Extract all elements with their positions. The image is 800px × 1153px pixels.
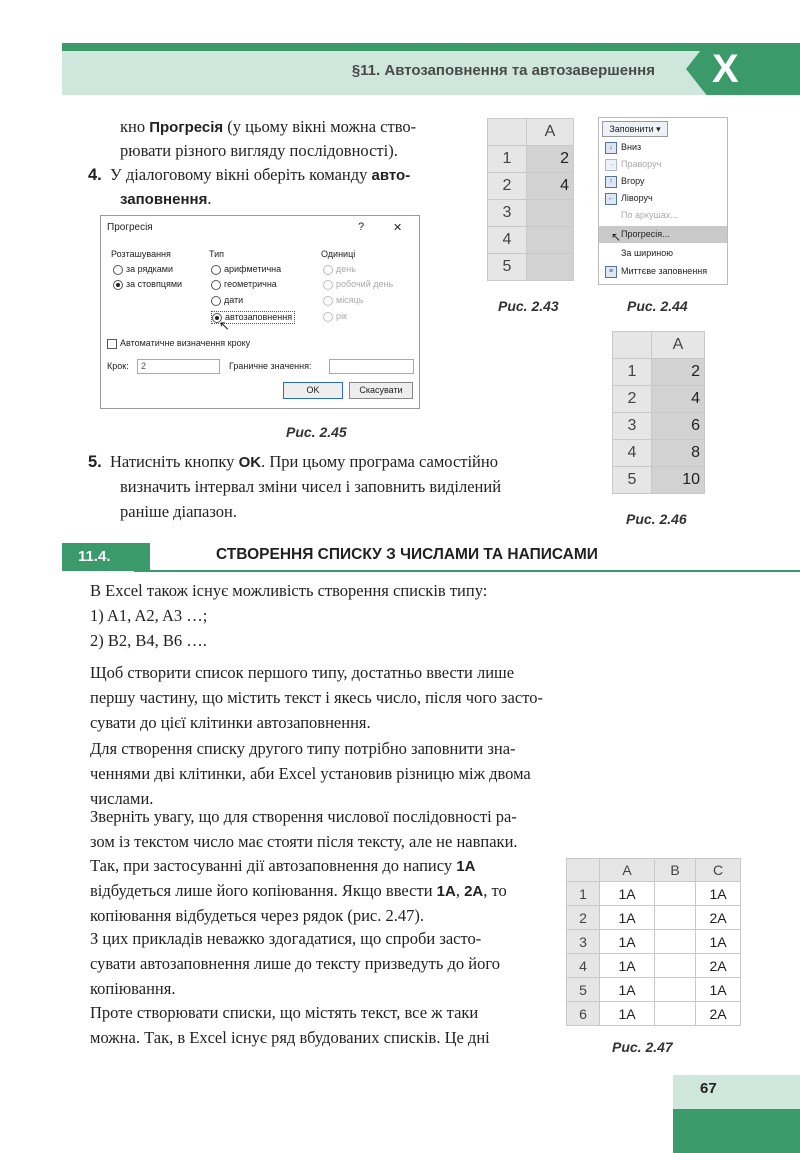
page-number: 67 bbox=[700, 1080, 717, 1097]
arrow-up-icon: ↑ bbox=[605, 176, 617, 188]
radio-by-rows[interactable]: за рядками bbox=[113, 264, 173, 275]
body-line: сувати автозаповнення лише до тексту призведуть до його bbox=[90, 954, 500, 973]
fig-2-43-sheet: A 1 2 2 4 3 4 5 bbox=[487, 118, 574, 281]
body-line: 1) A1, A2, A3 …; bbox=[90, 606, 208, 625]
group-units-label: Одиниці bbox=[321, 249, 356, 259]
header-top-stripe bbox=[62, 43, 800, 51]
fig-2-47-caption: Рис. 2.47 bbox=[612, 1039, 673, 1055]
fill-button[interactable]: Заповнити ▾ bbox=[602, 121, 668, 137]
series-dialog bbox=[100, 215, 420, 409]
step-4-cont: заповнення. bbox=[120, 189, 212, 208]
radio-by-columns[interactable]: за стовпцями bbox=[113, 279, 182, 290]
body-line: Для створення списку другого типу потрібно заповнити зна- bbox=[90, 739, 516, 758]
step-input[interactable]: 2 bbox=[137, 359, 220, 374]
radio-month[interactable]: місяць bbox=[323, 295, 363, 306]
radio-year[interactable]: рік bbox=[323, 311, 347, 322]
step-label: Крок: bbox=[107, 361, 129, 371]
header-logo-badge bbox=[686, 43, 800, 95]
footer-light-band bbox=[673, 1075, 800, 1109]
limit-input[interactable] bbox=[329, 359, 414, 374]
paragraph-top-2: рювати різного вигляду послідовності). bbox=[120, 141, 398, 160]
body-line: копіювання. bbox=[90, 979, 176, 998]
ok-button[interactable]: OK bbox=[283, 382, 343, 399]
body-line: копіювання відбудеться через рядок (рис. 2.47). bbox=[90, 906, 424, 925]
body-line: зом із текстом число має стояти після тексту, але не навпаки. bbox=[90, 832, 518, 851]
body-line: можна. Так, в Excel існує ряд вбудованих списків. Це дні bbox=[90, 1028, 490, 1047]
arrow-right-icon: → bbox=[605, 159, 617, 171]
step-5: 5. Натисніть кнопку OK. При цьому програма самостійно bbox=[88, 452, 498, 471]
cancel-button[interactable]: Скасувати bbox=[349, 382, 413, 399]
body-line: числами. bbox=[90, 789, 154, 808]
body-line: З цих прикладів неважко здогадатися, що спроби засто- bbox=[90, 929, 482, 948]
mouse-cursor-icon: ↖ bbox=[219, 318, 230, 333]
fig-2-43-caption: Рис. 2.43 bbox=[498, 298, 559, 314]
fill-menu bbox=[598, 117, 728, 285]
section-rule bbox=[134, 570, 800, 572]
radio-workday[interactable]: робочий день bbox=[323, 279, 393, 290]
menu-item-series[interactable]: Прогресія... ↖ bbox=[599, 226, 727, 243]
step-4: 4. У діалоговому вікні оберіть команду авто- bbox=[88, 165, 411, 184]
step-5-line3: раніше діапазон. bbox=[120, 502, 238, 521]
help-icon[interactable]: ? bbox=[358, 221, 365, 233]
excel-logo-icon: X bbox=[712, 47, 739, 91]
radio-dates[interactable]: дати bbox=[211, 295, 243, 306]
body-line: Зверніть увагу, що для створення числової послідовності ра- bbox=[90, 807, 517, 826]
radio-autofill[interactable]: автозаповнення bbox=[211, 311, 295, 324]
menu-item-down[interactable]: ↓ Вниз bbox=[599, 139, 727, 156]
radio-day[interactable]: день bbox=[323, 264, 356, 275]
auto-step-checkbox[interactable]: Автоматичне визначення кроку bbox=[107, 338, 250, 349]
menu-item-justify[interactable]: За шириною bbox=[621, 248, 673, 258]
body-line: ченнями дві клітинки, аби Excel установив різницю між двома bbox=[90, 764, 531, 783]
radio-arithmetic[interactable]: арифметична bbox=[211, 264, 281, 275]
section-number: 11.4. bbox=[62, 543, 150, 571]
radio-geometric[interactable]: геометрична bbox=[211, 279, 277, 290]
menu-item-flash-fill[interactable]: ≡ Миттєве заповнення bbox=[599, 263, 727, 280]
fig-2-47-sheet: A B C 1 1A 1A 2 1A 2A 3 1A 1A 4 1A 2A 5 1A 1A 6 1A 2A bbox=[566, 858, 741, 1026]
body-line: Щоб створити список першого типу, достатньо ввести лише bbox=[90, 663, 515, 682]
arrow-left-icon: ← bbox=[605, 193, 617, 205]
dialog-title: Прогресія bbox=[107, 222, 153, 233]
body-line: Так, при застосуванні дії автозаповнення до напису 1А bbox=[90, 856, 476, 875]
arrow-down-icon: ↓ bbox=[605, 142, 617, 154]
menu-item-right[interactable]: → Праворуч bbox=[599, 156, 727, 173]
step-5-line2: визначить інтервал зміни чисел і заповнить виділений bbox=[120, 477, 502, 496]
body-line: сувати до цієї клітинки автозаповнення. bbox=[90, 713, 371, 732]
body-line: 2) B2, B4, B6 …. bbox=[90, 631, 207, 650]
group-location-label: Розташування bbox=[111, 249, 171, 259]
limit-label: Граничне значення: bbox=[229, 361, 312, 371]
close-icon[interactable]: ✕ bbox=[393, 222, 403, 234]
flash-fill-icon: ≡ bbox=[605, 266, 617, 278]
menu-item-up[interactable]: ↑ Вгору bbox=[599, 173, 727, 190]
mouse-cursor-icon: ↖ bbox=[611, 230, 622, 244]
section-title: СТВОРЕННЯ СПИСКУ З ЧИСЛАМИ ТА НАПИСАМИ bbox=[216, 546, 598, 563]
chapter-title: §11. Автозаповнення та автозавершення bbox=[351, 62, 655, 79]
fig-2-46-sheet: A 1 2 2 4 3 6 4 8 5 10 bbox=[612, 331, 705, 494]
body-line: відбудеться лише його копіювання. Якщо ввести 1А, 2А, то bbox=[90, 881, 507, 900]
body-line: першу частину, що містить текст і якесь число, після чого засто- bbox=[90, 688, 543, 707]
fig-2-46-caption: Рис. 2.46 bbox=[626, 511, 687, 527]
fig-2-44-caption: Рис. 2.44 bbox=[627, 298, 688, 314]
group-type-label: Тип bbox=[209, 249, 225, 259]
menu-item-left[interactable]: ← Ліворуч bbox=[599, 190, 727, 207]
paragraph-top: кно Прогресія (у цьому вікні можна ство- bbox=[120, 117, 417, 136]
body-line: В Excel також існує можливість створення списків типу: bbox=[90, 581, 488, 600]
fig-2-45-caption: Рис. 2.45 bbox=[286, 424, 347, 440]
menu-item-across-sheets[interactable]: По аркушах... bbox=[621, 210, 678, 220]
body-line: Проте створювати списки, що містять текст, все ж таки bbox=[90, 1003, 479, 1022]
